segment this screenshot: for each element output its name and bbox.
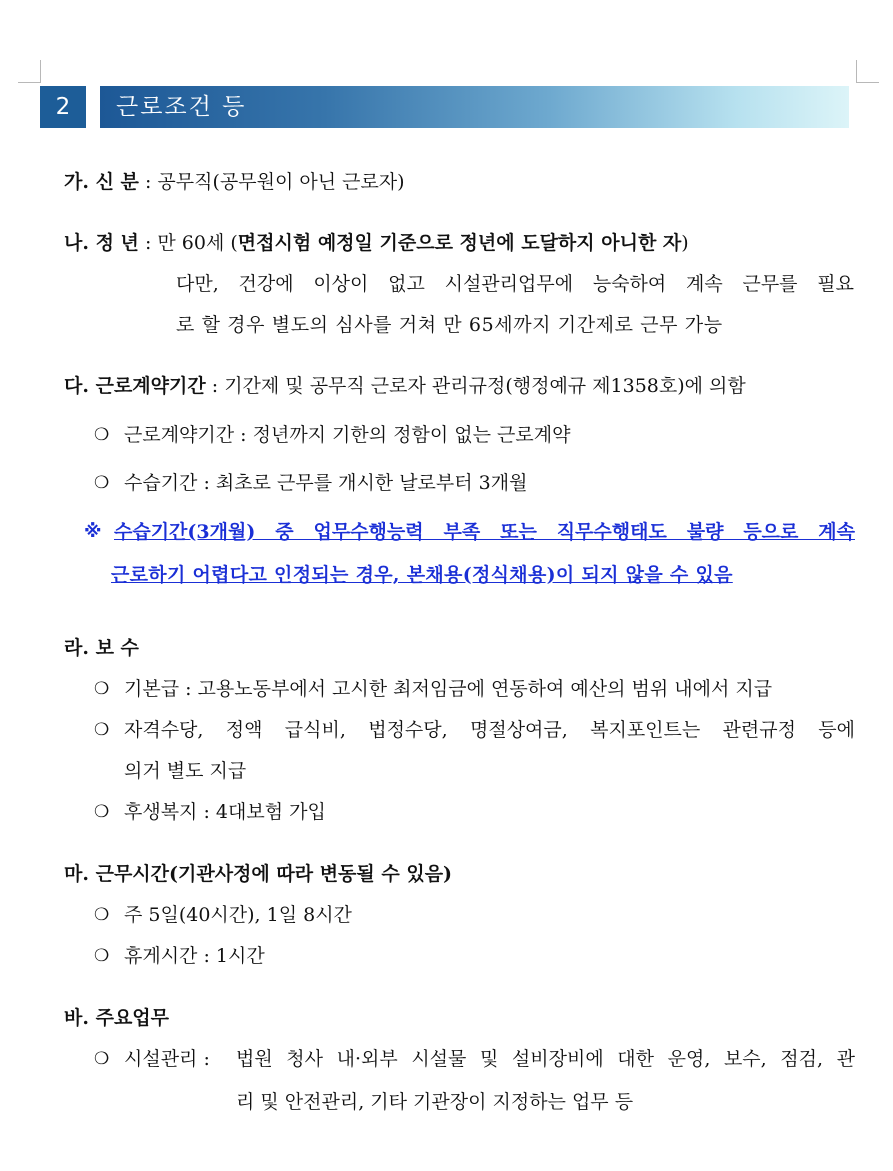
ra-item-2-line-1: 자격수당, 정액 급식비, 법정수당, 명절상여금, 복지포인트는 관련규정 등에 [124, 719, 855, 741]
item-na-sep: : [138, 232, 158, 254]
item-na-pre: 만 60세 ( [157, 232, 238, 254]
item-ra-label: 라. 보 수 [64, 637, 139, 659]
probation-note-line-1: 수습기간(3개월) 중 업무수행능력 부족 또는 직무수행태도 불량 등으로 계속 [114, 521, 855, 543]
ma-item-1: 주 5일(40시간), 1일 8시간 [124, 904, 352, 926]
ba-item-label: 시설관리 : [124, 1048, 210, 1070]
da-item-1: 근로계약기간 : 정년까지 기한의 정함이 없는 근로계약 [124, 424, 571, 446]
item-da-text: 기간제 및 공무직 근로자 관리규정(행정예규 제1358호)에 의함 [224, 375, 746, 397]
section-number: 2 [40, 86, 86, 128]
ba-item-line-2: 리 및 안전관리, 기타 기관장이 지정하는 업무 등 [236, 1091, 634, 1113]
item-ga [64, 168, 405, 196]
da-item-2: 수습기간 : 최초로 근무를 개시한 날로부터 3개월 [124, 472, 528, 494]
probation-note-line-2: 근로하기 어렵다고 인정되는 경우, 본채용(정식채용)이 되지 않을 수 있음 [111, 564, 733, 586]
bullet-icon: ❍ [94, 720, 110, 740]
item-na-label: 나. 정 년 [64, 232, 139, 254]
ra-item-2-line-2: 의거 별도 지급 [124, 760, 247, 782]
bullet-icon: ❍ [94, 473, 110, 493]
item-na-cont-1: 다만, 건강에 이상이 없고 시설관리업무에 능숙하여 계속 근무를 필요 [176, 273, 854, 295]
bullet-icon: ❍ [94, 425, 110, 445]
item-ma-label: 마. 근무시간(기관사정에 따라 변동될 수 있음) [64, 863, 453, 885]
item-da-label: 다. 근로계약기간 [64, 375, 206, 397]
reference-mark-icon: ※ [84, 521, 102, 542]
bullet-icon: ❍ [94, 946, 110, 966]
ra-item-3: 후생복지 : 4대보험 가입 [124, 801, 326, 823]
item-ga-label: 가. 신 분 [64, 171, 139, 193]
item-na [64, 229, 689, 257]
bullet-icon: ❍ [94, 1049, 110, 1069]
item-ga-sep: : [138, 171, 158, 193]
item-ga-text: 공무직(공무원이 아닌 근로자) [157, 171, 405, 193]
item-ba-label: 바. 주요업무 [64, 1007, 169, 1029]
bullet-icon: ❍ [94, 802, 110, 822]
section-title: 근로조건 등 [116, 94, 247, 120]
ma-item-2: 휴게시간 : 1시간 [124, 945, 265, 967]
item-da [64, 372, 746, 400]
item-na-bold: 면접시험 예정일 기준으로 정년에 도달하지 아니한 자 [237, 232, 682, 254]
bullet-icon: ❍ [94, 905, 110, 925]
ra-item-1: 기본급 : 고용노동부에서 고시한 최저임금에 연동하여 예산의 범위 내에서 지급 [124, 678, 773, 700]
item-da-sep: : [205, 375, 225, 397]
item-na-post: ) [681, 232, 689, 254]
page-corner-mark-left [18, 60, 41, 83]
item-na-cont-2: 로 할 경우 별도의 심사를 거쳐 만 65세까지 기간제로 근무 가능 [176, 314, 723, 336]
bullet-icon: ❍ [94, 679, 110, 699]
page-corner-mark-right [856, 60, 879, 83]
ba-item-line-1: 법원 청사 내·외부 시설물 및 설비장비에 대한 운영, 보수, 점검, 관 [236, 1048, 855, 1070]
